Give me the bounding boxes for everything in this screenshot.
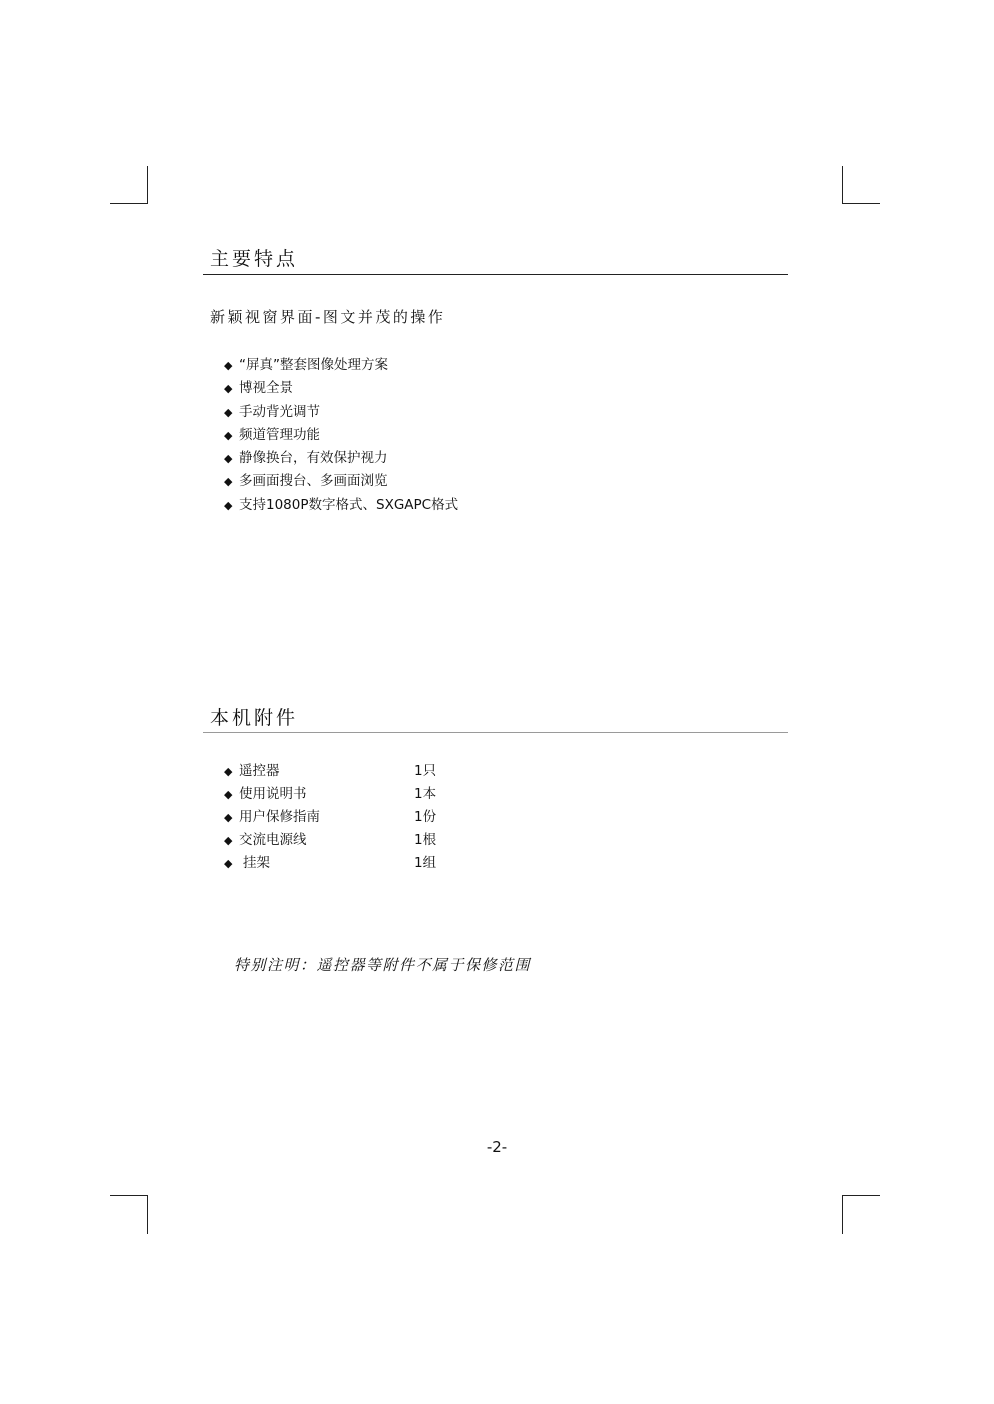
accessory-name: 用户保修指南 — [239, 809, 320, 825]
list-item — [224, 760, 437, 783]
bullet-icon: ◆ — [224, 788, 233, 801]
crop-mark-bottom-left-v — [147, 1195, 148, 1234]
list-item — [224, 852, 437, 875]
page-number: -2- — [486, 1138, 508, 1156]
list-item — [224, 829, 437, 852]
list-item — [224, 806, 437, 829]
crop-mark-bottom-right-v — [842, 1195, 843, 1234]
feature-text: 静像换台，有效保护视力 — [239, 450, 388, 467]
accessory-name: 遥控器 — [239, 763, 280, 779]
bullet-icon: ◆ — [224, 475, 233, 489]
bullet-icon: ◆ — [224, 382, 233, 396]
feature-text: “屏真”整套图像处理方案 — [239, 357, 388, 373]
bullet-icon: ◆ — [224, 857, 233, 870]
crop-mark-top-right-v — [842, 166, 843, 204]
list-item — [224, 401, 458, 424]
list-item — [224, 424, 458, 447]
features-divider — [203, 274, 788, 275]
features-heading: 主要特点 — [210, 248, 299, 270]
list-item — [224, 783, 437, 806]
bullet-icon: ◆ — [224, 359, 233, 372]
accessory-qty: 1组 — [414, 855, 437, 871]
features-list — [224, 354, 458, 517]
list-item — [224, 494, 458, 517]
feature-text: 多画面搜台、多画面浏览 — [239, 473, 388, 490]
list-item — [224, 447, 458, 470]
accessory-name: 交流电源线 — [239, 832, 307, 848]
crop-mark-bottom-right-h — [842, 1195, 880, 1196]
crop-mark-top-left-v — [147, 166, 148, 204]
bullet-icon: ◆ — [224, 452, 233, 466]
feature-text: 支持1080P数字格式、SXGAPC格式 — [239, 496, 459, 513]
accessory-name: 挂架 — [243, 855, 270, 871]
features-subtitle: 新颖视窗界面-图文并茂的操作 — [210, 308, 446, 326]
feature-text: 手动背光调节 — [239, 403, 320, 420]
special-note: 特别注明：遥控器等附件不属于保修范围 — [234, 956, 532, 974]
bullet-icon: ◆ — [224, 811, 233, 824]
accessory-qty: 1份 — [414, 809, 437, 825]
accessories-heading: 本机附件 — [210, 707, 299, 729]
accessory-name: 使用说明书 — [239, 786, 307, 802]
accessory-qty: 1只 — [414, 763, 437, 779]
feature-text: 频道管理功能 — [239, 426, 320, 443]
accessory-qty: 1本 — [414, 786, 437, 802]
bullet-icon: ◆ — [224, 428, 233, 442]
bullet-icon: ◆ — [224, 405, 233, 419]
list-item — [224, 354, 458, 377]
crop-mark-bottom-left-h — [110, 1195, 148, 1196]
list-item — [224, 377, 458, 400]
list-item — [224, 470, 458, 493]
accessories-divider — [203, 732, 788, 733]
accessory-qty: 1根 — [414, 832, 437, 848]
crop-mark-top-left-h — [110, 203, 148, 204]
accessories-list — [224, 760, 437, 875]
crop-mark-top-right-h — [842, 203, 880, 204]
bullet-icon: ◆ — [224, 834, 233, 847]
feature-text: 博视全景 — [239, 380, 293, 397]
bullet-icon: ◆ — [224, 498, 233, 512]
bullet-icon: ◆ — [224, 765, 233, 778]
